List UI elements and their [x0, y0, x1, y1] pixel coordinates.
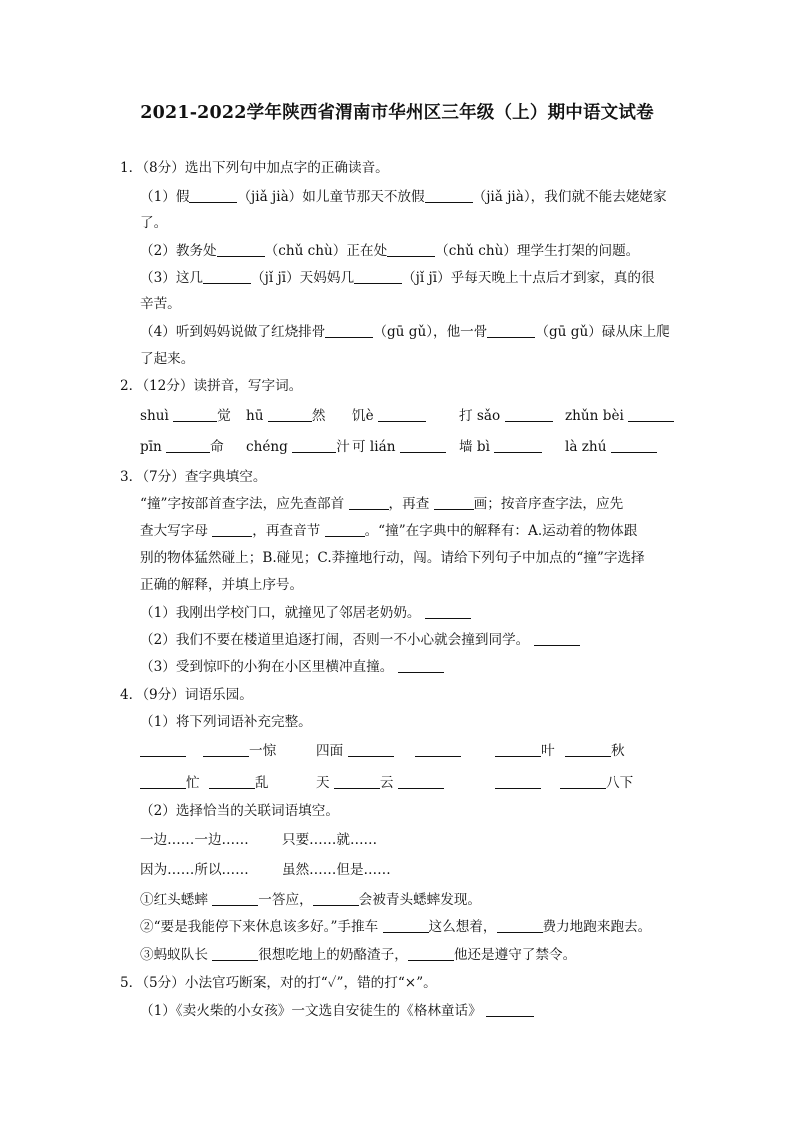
answer-blank[interactable]: [398, 774, 444, 789]
answer-blank[interactable]: [611, 438, 657, 453]
answer-blank[interactable]: [425, 188, 473, 203]
answer-blank[interactable]: [209, 774, 255, 789]
answer-blank[interactable]: [140, 742, 186, 757]
pinyin-item: [140, 437, 224, 457]
question-1-item-1: [140, 187, 667, 207]
question-1-item-3-cont: 辛苦。: [140, 296, 181, 312]
question-3-paragraph-line: [140, 494, 623, 514]
answer-blank[interactable]: [565, 742, 611, 757]
question-4-exercise-1: [140, 890, 481, 910]
question-3-item-3: [140, 657, 444, 677]
text: （2）教务处: [140, 243, 217, 259]
answer-blank[interactable]: [494, 438, 542, 453]
answer-blank[interactable]: [189, 188, 237, 203]
word-item: [316, 741, 394, 761]
text: （jiǎ jià），我们就不能去姥姥家: [472, 189, 667, 205]
question-4-exercise-2: [140, 917, 651, 937]
answer-blank[interactable]: [495, 774, 541, 789]
question-1-item-1-cont: 了。: [140, 215, 168, 231]
word-item: [316, 773, 444, 793]
question-3-heading: 3．（7分）查字典填空。: [120, 469, 267, 485]
answer-blank[interactable]: [398, 658, 444, 673]
pinyin-item: [565, 437, 657, 457]
text: hū: [246, 408, 264, 424]
answer-blank[interactable]: [497, 918, 543, 933]
word-item: [495, 741, 555, 761]
text: 然: [311, 408, 326, 424]
text: （3）受到惊吓的小狗在小区里横冲直撞。: [140, 659, 394, 675]
word-item: [415, 741, 461, 761]
answer-blank[interactable]: [400, 438, 446, 453]
text: 四面: [316, 743, 344, 759]
answer-blank[interactable]: [325, 522, 365, 537]
answer-blank[interactable]: [495, 742, 541, 757]
answer-blank[interactable]: [378, 407, 426, 422]
text: 可 lián: [352, 439, 396, 455]
text: ，再查音节: [252, 523, 321, 539]
text: （1）我刚出学校门口，就撞见了邻居老奶奶。: [140, 605, 421, 621]
pinyin-item: [352, 437, 446, 457]
text: 费力地跑来跑去。: [542, 919, 652, 935]
text: 叶: [541, 743, 555, 759]
answer-blank[interactable]: [505, 407, 553, 422]
text: shuì: [140, 408, 169, 424]
answer-blank[interactable]: [140, 774, 186, 789]
text: （2）我们不要在楼道里追逐打闹，否则一不小心就会撞到同学。: [140, 632, 530, 648]
question-5-item-1: [140, 1001, 534, 1021]
text: là zhú: [565, 439, 607, 455]
answer-blank[interactable]: [313, 891, 359, 906]
answer-blank[interactable]: [334, 774, 380, 789]
text: （1）《卖火柴的小女孩》一文选自安徒生的《格林童话》: [140, 1003, 482, 1019]
answer-blank[interactable]: [173, 407, 217, 422]
answer-blank[interactable]: [487, 323, 535, 338]
answer-blank[interactable]: [217, 242, 265, 257]
text: zhǔn bèi: [565, 408, 624, 424]
text: （4）听到妈妈说做了红烧排骨: [140, 324, 326, 340]
text: 这么想着，: [428, 919, 497, 935]
pinyin-item: [246, 406, 325, 426]
text: 墙 bì: [459, 439, 490, 455]
question-4-sub-1: （1）将下列词语补充完整。: [140, 714, 312, 730]
text: chéng: [246, 439, 288, 455]
answer-blank[interactable]: [203, 269, 251, 284]
question-5-heading: 5．（5分）小法官巧断案，对的打“✓”，错的打“×”。: [120, 975, 437, 991]
text: （3）这几: [140, 270, 204, 286]
text: ①红头蟋蟀: [140, 892, 208, 908]
question-4-exercise-3: [140, 945, 576, 965]
answer-blank[interactable]: [383, 918, 429, 933]
pinyin-item: [352, 406, 426, 426]
text: 画；按音序查字法，应先: [473, 496, 624, 512]
answer-blank[interactable]: [354, 269, 402, 284]
text: 一惊: [249, 743, 277, 759]
text: （jǐ jī）天妈妈几: [251, 270, 355, 286]
text: 秋: [611, 743, 625, 759]
text: （gū gǔ），他一骨: [373, 324, 488, 340]
text: 天: [316, 775, 330, 791]
text: 汁: [336, 439, 350, 455]
question-3-paragraph-line: 正确的解释，并填上序号。: [140, 577, 304, 593]
word-item: [140, 773, 200, 793]
text: （chǔ chù）理学生打架的问题。: [435, 243, 640, 259]
text: 很想吃地上的奶酪渣子，: [258, 947, 408, 963]
word-item: [203, 741, 276, 761]
pinyin-item: [246, 437, 350, 457]
answer-blank[interactable]: [560, 774, 606, 789]
text: 查大写字母: [140, 523, 208, 539]
conjunction-option: 只要……就……: [282, 832, 378, 848]
word-item: [560, 773, 633, 793]
question-4-heading: 4．（9分）词语乐园。: [120, 687, 253, 703]
text: ，再查: [388, 496, 430, 512]
pinyin-item: [140, 406, 231, 426]
text: 打 sǎo: [459, 408, 501, 424]
question-3-item-2: [140, 630, 580, 650]
word-item: [140, 741, 186, 761]
question-3-paragraph-line: [140, 521, 637, 541]
text: （gū gǔ）碌从床上爬: [535, 324, 670, 340]
pinyin-item: [459, 406, 553, 426]
answer-blank[interactable]: [415, 742, 461, 757]
answer-blank[interactable]: [203, 742, 249, 757]
text: 命: [210, 439, 224, 455]
pinyin-item: [565, 406, 674, 426]
text: 忙: [186, 775, 200, 791]
word-item: [565, 741, 625, 761]
question-1-item-4-cont: 了起来。: [140, 351, 195, 367]
answer-blank[interactable]: [434, 495, 474, 510]
text: 。“撞”在字典中的解释有：A.运动着的物体跟: [364, 523, 638, 539]
answer-blank[interactable]: [212, 891, 258, 906]
answer-blank[interactable]: [348, 742, 394, 757]
conjunction-option: 一边……一边……: [140, 832, 249, 848]
text: ③蚂蚁队长: [140, 947, 208, 963]
conjunction-option: 虽然……但是……: [282, 862, 391, 878]
text: （1）假: [140, 189, 190, 205]
question-1-item-3: [140, 268, 655, 288]
answer-blank[interactable]: [212, 522, 252, 537]
answer-blank[interactable]: [486, 1002, 534, 1017]
word-item: [495, 773, 541, 793]
answer-blank[interactable]: [534, 631, 580, 646]
question-1-item-4: [140, 322, 670, 342]
text: pīn: [140, 439, 162, 455]
text: 饥è: [352, 408, 374, 424]
pinyin-item: [459, 437, 542, 457]
word-item: [209, 773, 269, 793]
text: ②“要是我能停下来休息该多好。”手推车: [140, 919, 379, 935]
text: （chǔ chù）正在处: [264, 243, 388, 259]
text: 八下: [606, 775, 634, 791]
answer-blank[interactable]: [268, 407, 312, 422]
answer-blank[interactable]: [425, 604, 471, 619]
question-3-paragraph-line: 别的物体猛然碰上；B.碰见；C.莽撞地行动，闯。请给下列句子中加点的“撞”字选择: [140, 550, 645, 566]
question-1-heading: 1．（8分）选出下列句中加点字的正确读音。: [120, 160, 389, 176]
text: 会被青头蟋蟀发现。: [358, 892, 482, 908]
question-4-sub-2: （2）选择恰当的关联词语填空。: [140, 803, 339, 819]
text: 一答应，: [258, 892, 313, 908]
question-3-item-1: [140, 603, 471, 623]
text: 云: [379, 775, 394, 791]
answer-blank[interactable]: [387, 242, 435, 257]
question-2-heading: 2．（12分）读拼音，写字词。: [120, 378, 303, 394]
page-title: 2021-2022学年陕西省渭南市华州区三年级（上）期中语文试卷: [140, 103, 654, 123]
conjunction-option: 因为……所以……: [140, 862, 249, 878]
answer-blank[interactable]: [349, 495, 389, 510]
text: “撞”字按部首查字法，应先查部首: [140, 496, 345, 512]
answer-blank[interactable]: [292, 438, 336, 453]
answer-blank[interactable]: [408, 946, 454, 961]
answer-blank[interactable]: [628, 407, 674, 422]
text: 觉: [217, 408, 231, 424]
text: 他还是遵守了禁令。: [453, 947, 577, 963]
answer-blank[interactable]: [166, 438, 210, 453]
answer-blank[interactable]: [325, 323, 373, 338]
question-1-item-2: [140, 241, 639, 261]
text: 乱: [255, 775, 269, 791]
text: （jiǎ jià）如儿童节那天不放假: [237, 189, 425, 205]
text: （jǐ jī）乎每天晚上十点后才到家，真的很: [402, 270, 655, 286]
answer-blank[interactable]: [212, 946, 258, 961]
